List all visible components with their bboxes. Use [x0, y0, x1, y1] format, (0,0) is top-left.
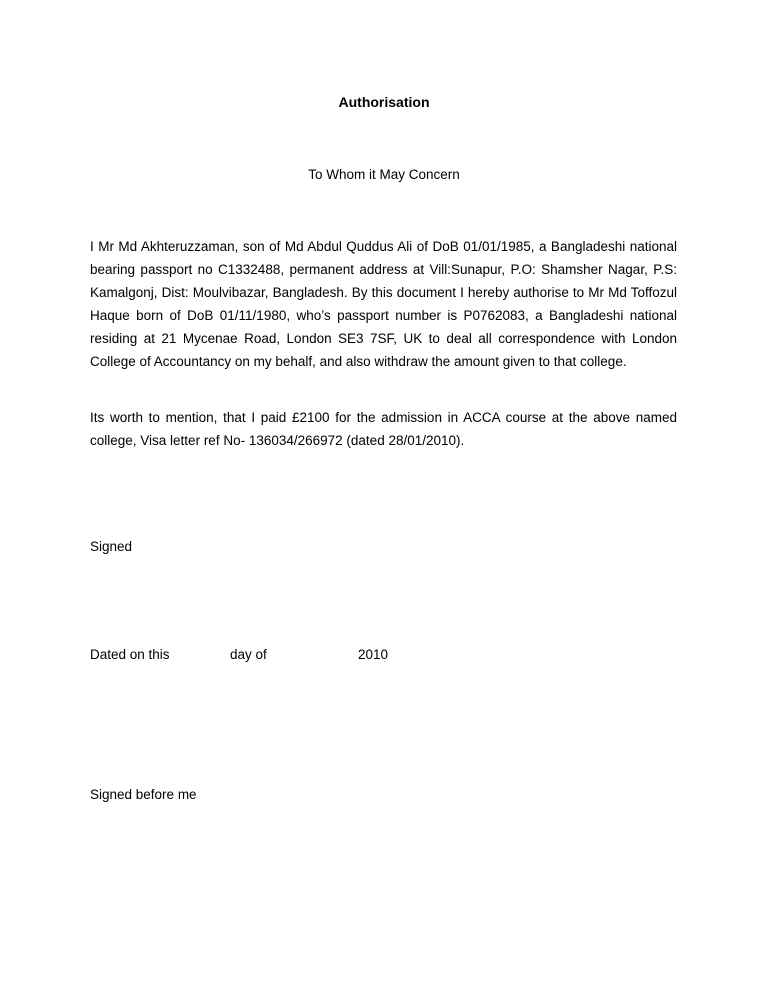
payment-paragraph: Its worth to mention, that I paid £2100 for the admission in ACCA course at the above named college, Visa letter ref No- 136034/266972 (dated 28/01/2010). — [90, 410, 677, 448]
authorisation-paragraph: I Mr Md Akhteruzzaman, son of Md Abdul Quddus Ali of DoB 01/01/1985, a Bangladeshi national bearing passport no C1332488, permanent address at Vill:Sunapur, P.O: Shamsher Nagar, P.S: Kamalgonj, Dist: Moulvibazar, Bangladesh. By this document I hereby authorise to Mr Md Toffozul Haque born of DoB 01/11/1980, who’s passport number is P0762083, a Bangladeshi national residing at 21 Mycenae Road, London SE3 7SF, UK to deal all correspondence with London College of Accountancy on my behalf, and also withdraw the amount given to that college. — [90, 239, 677, 369]
signed-before-label: Signed before me — [90, 787, 197, 802]
signed-label: Signed — [90, 539, 133, 554]
document-title: Authorisation — [338, 94, 430, 110]
dated-day-of: day of — [230, 647, 267, 662]
dated-year: 2010 — [358, 647, 389, 662]
dated-prefix: Dated on this — [90, 647, 170, 662]
salutation: To Whom it May Concern — [308, 167, 460, 182]
